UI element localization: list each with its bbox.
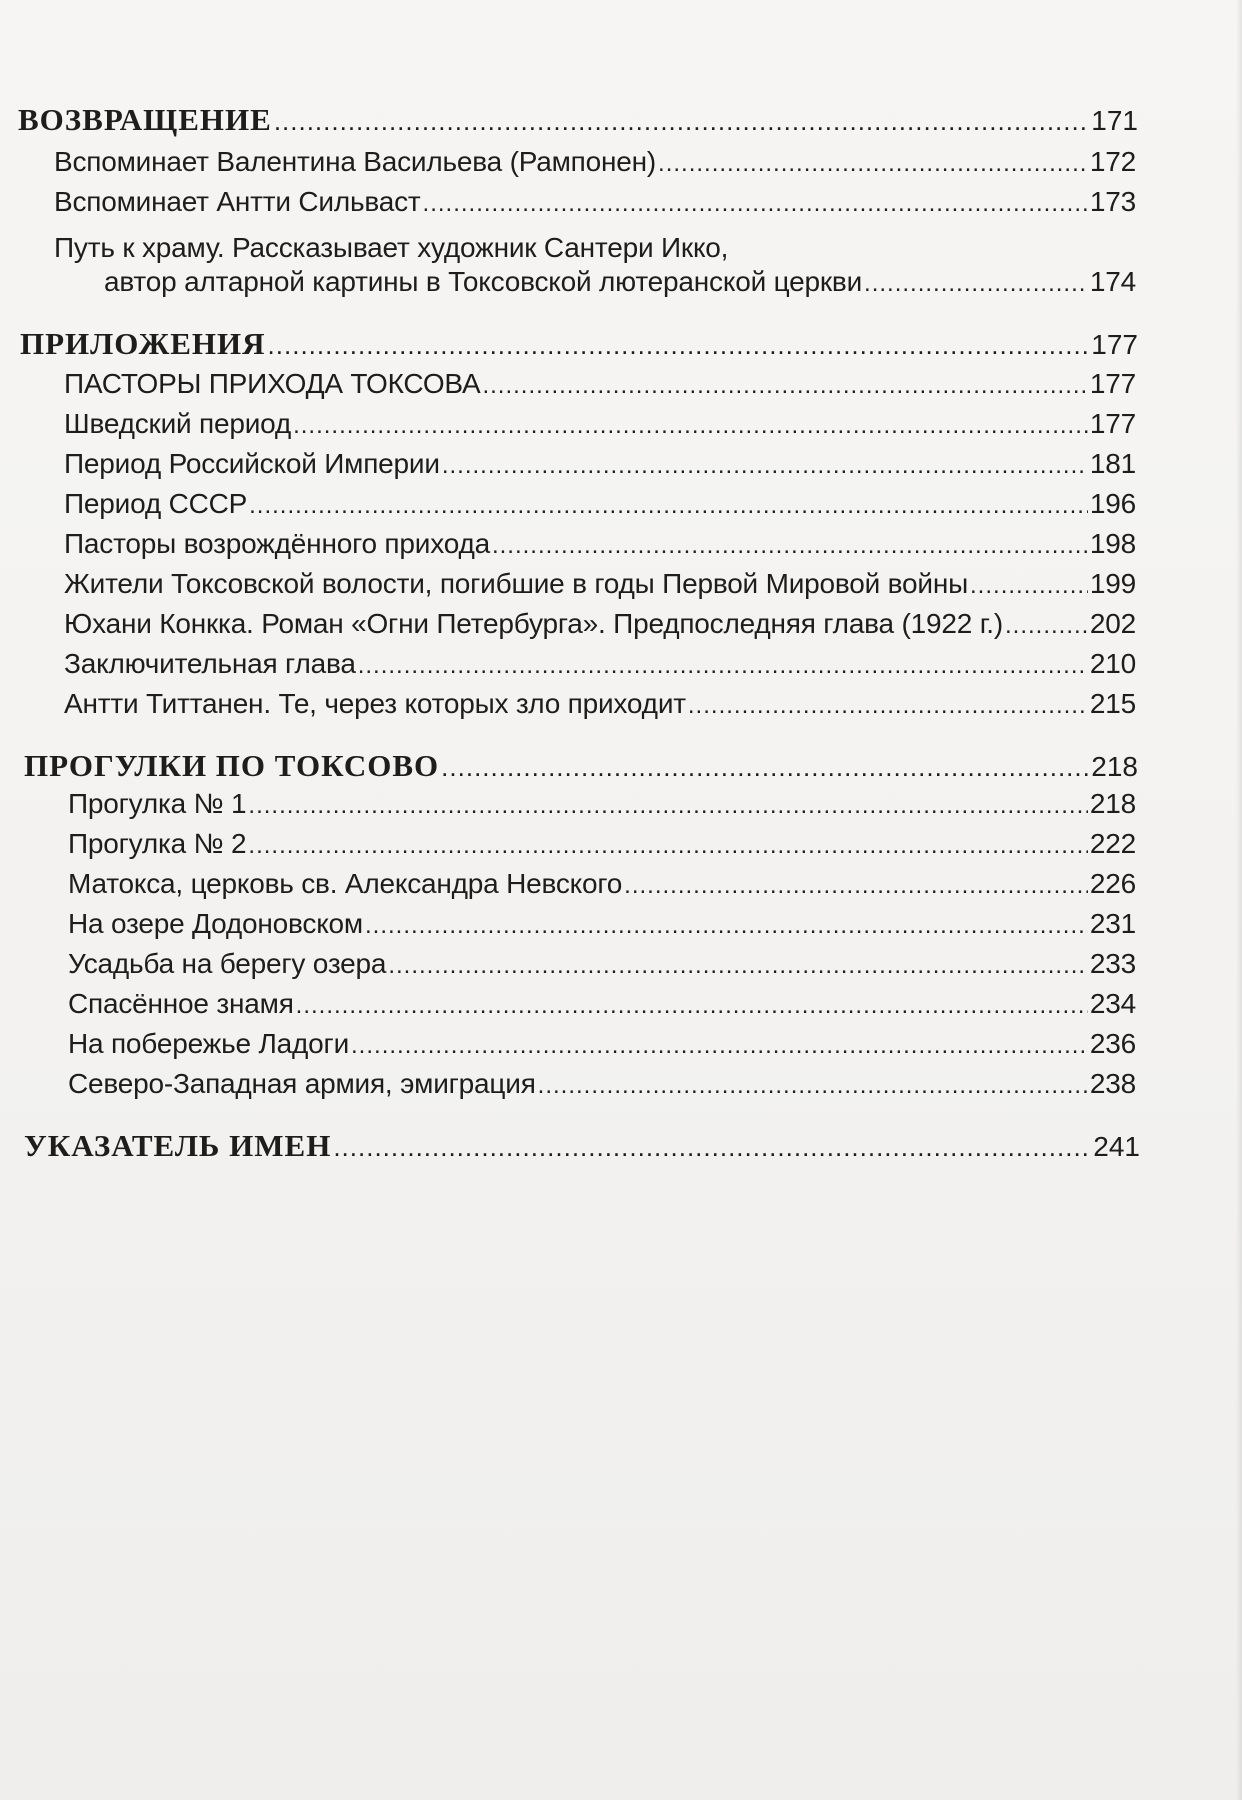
dot-leader bbox=[365, 912, 1088, 940]
toc-entry-first-line[interactable]: Путь к храму. Рассказывает художник Сантери Икко, bbox=[54, 232, 729, 263]
page-number: 174 bbox=[1089, 266, 1136, 297]
entry-title: Северо-Западная армия, эмиграция bbox=[68, 1068, 536, 1099]
page-number: 181 bbox=[1089, 448, 1136, 479]
dot-leader bbox=[333, 1132, 1091, 1163]
page-number: 172 bbox=[1089, 146, 1136, 177]
toc-entry[interactable] bbox=[68, 828, 1136, 860]
dot-leader bbox=[358, 652, 1088, 680]
toc-entry[interactable] bbox=[54, 146, 1136, 178]
page-number: 218 bbox=[1089, 788, 1136, 819]
section-title: УКАЗАТЕЛЬ ИМЕН bbox=[24, 1128, 332, 1163]
entry-title: Жители Токсовской волости, погибшие в годы Первой Мировой войны bbox=[64, 568, 969, 599]
entry-title: Вспоминает Валентина Васильева (Рампонен) bbox=[54, 146, 657, 177]
page-number: 218 bbox=[1091, 751, 1138, 782]
page-number: 173 bbox=[1089, 186, 1136, 217]
page-number: 233 bbox=[1089, 948, 1136, 979]
dot-leader bbox=[351, 1032, 1088, 1060]
entry-title: На озере Додоновском bbox=[68, 908, 363, 939]
entry-title: Период Российской Империи bbox=[64, 448, 440, 479]
toc-section-walks[interactable] bbox=[24, 748, 1138, 784]
dot-leader bbox=[658, 150, 1088, 178]
entry-title: ПАСТОРЫ ПРИХОДА ТОКСОВА bbox=[64, 368, 481, 399]
dot-leader bbox=[268, 330, 1090, 361]
entry-title: Антти Титтанен. Те, через которых зло приходит bbox=[64, 688, 686, 719]
entry-title: Период СССР bbox=[64, 488, 248, 519]
entry-title: автор алтарной картины в Токсовской лютеранской церкви bbox=[104, 266, 863, 297]
entry-title: Вспоминает Антти Сильваст bbox=[54, 186, 421, 217]
toc-entry[interactable] bbox=[64, 488, 1136, 520]
dot-leader bbox=[970, 572, 1088, 600]
toc-entry[interactable] bbox=[64, 608, 1136, 640]
toc-entry[interactable] bbox=[54, 186, 1136, 218]
dot-leader bbox=[423, 190, 1088, 218]
entry-title: Прогулка № 2 bbox=[68, 828, 247, 859]
toc-section-appendix[interactable] bbox=[20, 326, 1138, 362]
entry-title: Юхани Конкка. Роман «Огни Петербурга». Предпоследняя глава (1922 г.) bbox=[64, 608, 1003, 639]
dot-leader bbox=[492, 532, 1088, 560]
page-number: 177 bbox=[1089, 408, 1136, 439]
page-number: 236 bbox=[1089, 1028, 1136, 1059]
page-number: 199 bbox=[1089, 568, 1136, 599]
dot-leader bbox=[249, 492, 1088, 520]
page-number: 238 bbox=[1089, 1068, 1136, 1099]
toc-entry[interactable] bbox=[68, 948, 1136, 980]
dot-leader bbox=[248, 832, 1087, 860]
toc-entry[interactable] bbox=[68, 988, 1136, 1020]
toc-section-index[interactable] bbox=[24, 1128, 1140, 1164]
dot-leader bbox=[442, 452, 1088, 480]
toc-entry[interactable] bbox=[68, 1068, 1136, 1100]
entry-title: Пасторы возрождённого прихода bbox=[64, 528, 490, 559]
toc-entry[interactable] bbox=[64, 568, 1136, 600]
dot-leader bbox=[293, 412, 1088, 440]
section-title: ВОЗВРАЩЕНИЕ bbox=[18, 102, 272, 137]
dot-leader bbox=[274, 106, 1089, 137]
entry-title: Заключительная глава bbox=[64, 648, 356, 679]
dot-leader bbox=[1005, 612, 1088, 640]
toc-entry[interactable] bbox=[64, 368, 1136, 400]
toc-entry[interactable] bbox=[68, 868, 1136, 900]
dot-leader bbox=[388, 952, 1088, 980]
page-number: 198 bbox=[1089, 528, 1136, 559]
page-number: 210 bbox=[1089, 648, 1136, 679]
toc-entry[interactable] bbox=[68, 908, 1136, 940]
page-number: 196 bbox=[1089, 488, 1136, 519]
entry-title: На побережье Ладоги bbox=[68, 1028, 350, 1059]
page-number: 226 bbox=[1089, 868, 1136, 899]
page-number: 177 bbox=[1091, 329, 1138, 360]
page-number: 241 bbox=[1093, 1131, 1140, 1162]
dot-leader bbox=[441, 752, 1089, 783]
entry-title: Шведский период bbox=[64, 408, 292, 439]
entry-title: Матокса, церковь св. Александра Невского bbox=[68, 868, 623, 899]
toc-section-return[interactable] bbox=[18, 102, 1138, 138]
dot-leader bbox=[864, 270, 1088, 298]
page-number: 171 bbox=[1091, 105, 1138, 136]
dot-leader bbox=[624, 872, 1088, 900]
dot-leader bbox=[296, 992, 1088, 1020]
entry-title: Прогулка № 1 bbox=[68, 788, 247, 819]
page-number: 222 bbox=[1089, 828, 1136, 859]
dot-leader bbox=[482, 372, 1087, 400]
toc-entry[interactable] bbox=[68, 788, 1136, 820]
section-title: ПРИЛОЖЕНИЯ bbox=[20, 326, 266, 361]
toc-entry-continuation[interactable] bbox=[104, 266, 1136, 298]
dot-leader bbox=[688, 692, 1088, 720]
page-number: 202 bbox=[1089, 608, 1136, 639]
toc-entry[interactable] bbox=[64, 688, 1136, 720]
toc-entry[interactable] bbox=[64, 448, 1136, 480]
dot-leader bbox=[248, 792, 1087, 820]
toc-entry[interactable] bbox=[64, 408, 1136, 440]
entry-title: Усадьба на берегу озера bbox=[68, 948, 387, 979]
dot-leader bbox=[538, 1072, 1088, 1100]
page-number: 177 bbox=[1089, 368, 1136, 399]
page-number: 215 bbox=[1089, 688, 1136, 719]
page-number: 234 bbox=[1089, 988, 1136, 1019]
toc-entry[interactable] bbox=[64, 528, 1136, 560]
page-number: 231 bbox=[1089, 908, 1136, 939]
toc-entry[interactable] bbox=[68, 1028, 1136, 1060]
toc-entry[interactable] bbox=[64, 648, 1136, 680]
section-title: ПРОГУЛКИ ПО ТОКСОВО bbox=[24, 748, 440, 783]
entry-title: Спасённое знамя bbox=[68, 988, 294, 1019]
